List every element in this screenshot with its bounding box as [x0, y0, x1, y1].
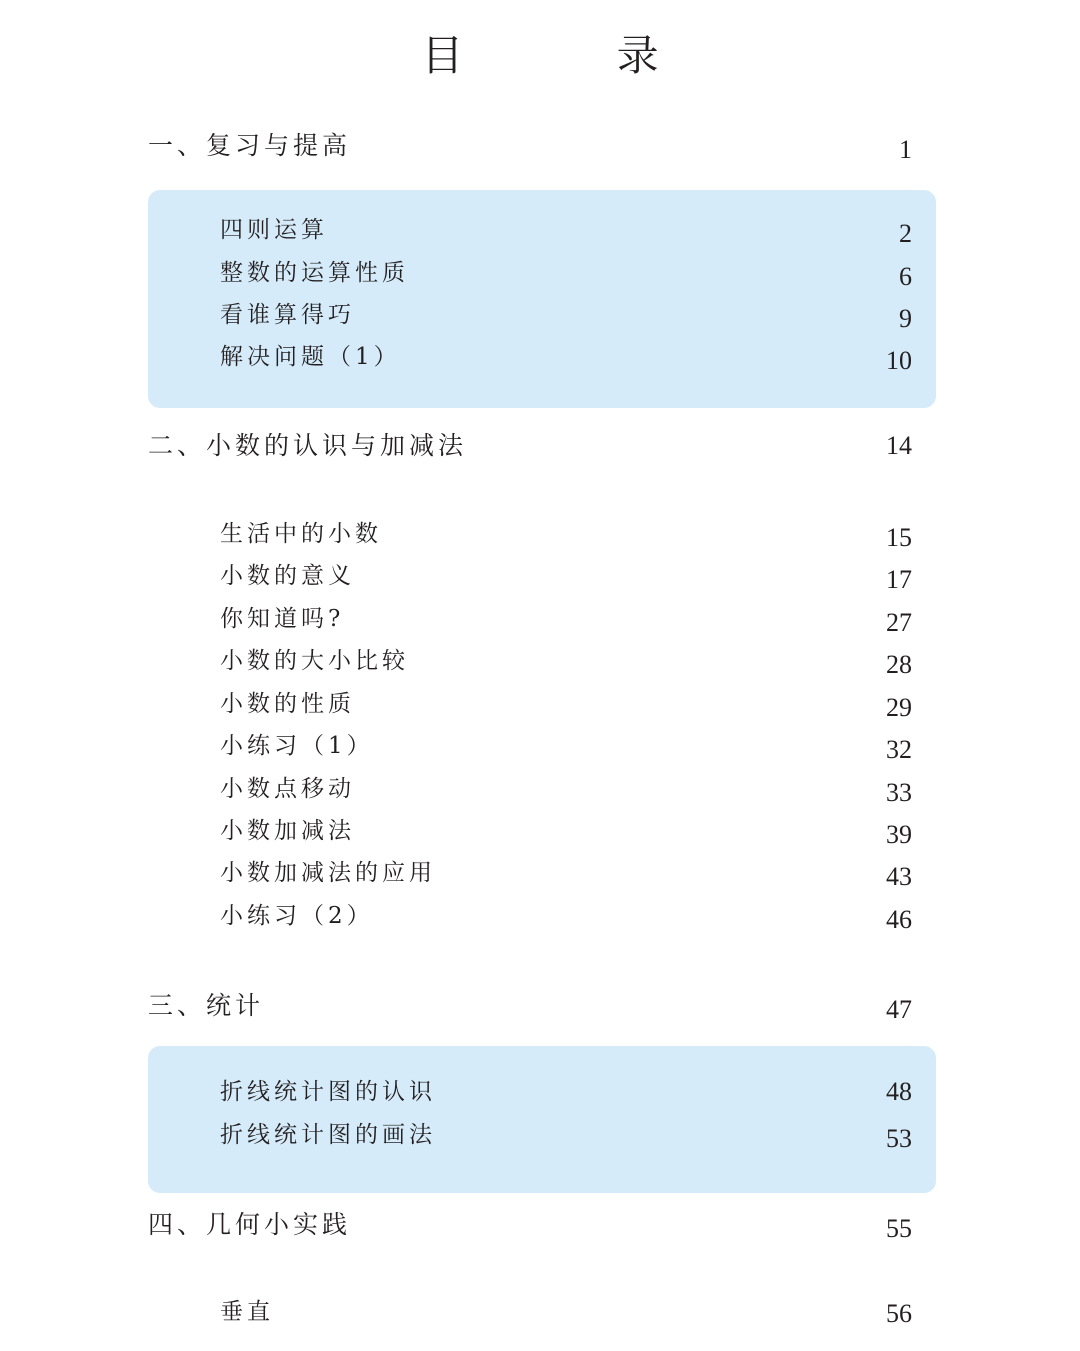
toc-page-number: 1	[899, 135, 912, 164]
toc-chapter-3[interactable]	[0, 988, 1080, 1024]
toc-section-title: 小数点移动	[220, 776, 355, 802]
toc-page-number: 28	[886, 650, 912, 679]
toc-section[interactable]	[0, 643, 1080, 679]
toc-section-title: 小练习（2）	[220, 903, 374, 929]
toc-section[interactable]	[0, 1294, 1080, 1330]
toc-page-number: 39	[886, 820, 912, 849]
toc-section[interactable]	[0, 558, 1080, 594]
toc-chapter-1[interactable]	[0, 128, 1080, 164]
toc-section-title: 四则运算	[220, 217, 328, 243]
toc-section-title: 看谁算得巧	[220, 302, 355, 328]
toc-section[interactable]	[0, 601, 1080, 637]
toc-page-number: 47	[886, 995, 912, 1024]
toc-page-number: 32	[886, 735, 912, 764]
toc-page-number: 10	[886, 346, 912, 375]
toc-section[interactable]	[0, 339, 1080, 375]
toc-page-number: 15	[886, 523, 912, 552]
toc-section-title: 小数加减法	[220, 818, 355, 844]
toc-section-title: 解决问题（1）	[220, 344, 401, 370]
toc-section[interactable]	[0, 855, 1080, 891]
toc-page-number: 17	[886, 565, 912, 594]
toc-section-title: 生活中的小数	[220, 521, 382, 547]
toc-section[interactable]	[0, 771, 1080, 807]
page-title: 目 录	[421, 31, 729, 80]
toc-section-title: 你知道吗?	[220, 606, 345, 632]
toc-page-number: 43	[886, 862, 912, 891]
toc-section[interactable]	[0, 813, 1080, 849]
toc-page-number: 48	[886, 1077, 912, 1106]
toc-page-number: 55	[886, 1214, 912, 1243]
toc-section[interactable]	[0, 728, 1080, 764]
toc-section[interactable]	[0, 686, 1080, 722]
toc-section[interactable]	[0, 255, 1080, 291]
toc-page-number: 14	[886, 431, 912, 460]
toc-section-title: 小数的性质	[220, 691, 355, 717]
toc-section-title: 整数的运算性质	[220, 260, 409, 286]
toc-page-number: 29	[886, 693, 912, 722]
toc-page-number: 9	[899, 304, 912, 333]
toc-chapter-title: 四、几何小实践	[148, 1210, 352, 1239]
toc-section-title: 小练习（1）	[220, 733, 374, 759]
toc-page-number: 53	[886, 1124, 912, 1153]
toc-page-number: 6	[899, 262, 912, 291]
toc-chapter-4[interactable]	[0, 1207, 1080, 1243]
toc-page-number: 33	[886, 778, 912, 807]
toc-section-title: 折线统计图的画法	[220, 1122, 436, 1148]
toc-section-title: 垂直	[220, 1299, 274, 1325]
toc-chapter-title: 三、统计	[148, 991, 265, 1020]
toc-chapter-2[interactable]	[0, 428, 1080, 464]
toc-section[interactable]	[0, 297, 1080, 333]
toc-page-number: 56	[886, 1299, 912, 1328]
toc-chapter-title: 一、复习与提高	[148, 131, 352, 160]
toc-page-number: 27	[886, 608, 912, 637]
toc-section[interactable]	[0, 1074, 1080, 1110]
toc-section-title: 折线统计图的认识	[220, 1079, 436, 1105]
toc-section-title: 小数的大小比较	[220, 648, 409, 674]
toc-chapter-title: 二、小数的认识与加减法	[148, 431, 468, 460]
toc-page-number: 2	[899, 219, 912, 248]
toc-section[interactable]	[0, 898, 1080, 934]
toc-section[interactable]	[0, 212, 1080, 248]
toc-section[interactable]	[0, 1117, 1080, 1153]
toc-section-title: 小数的意义	[220, 563, 355, 589]
toc-section-title: 小数加减法的应用	[220, 860, 436, 886]
toc-page-number: 46	[886, 905, 912, 934]
toc-section[interactable]	[0, 516, 1080, 552]
